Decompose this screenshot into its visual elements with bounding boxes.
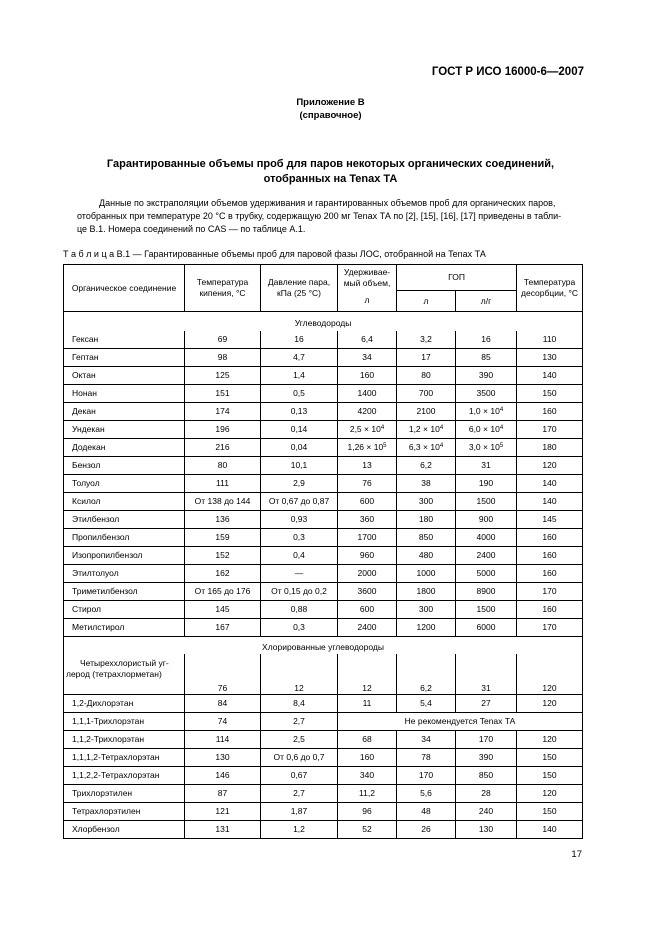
gop-l-mantissa: 1,2 × 10 [408,424,440,434]
compound-name: Изопропилбензол [64,547,185,565]
boiling-point: 167 [185,619,261,637]
gop-l: 180 [397,511,456,529]
boiling-point: 87 [185,785,261,803]
vapour-pressure: 8,4 [261,695,338,713]
gop-lg: 6000 [456,619,517,637]
boiling-point: 111 [185,475,261,493]
group-header-hydrocarbons: Углеводороды [64,312,583,332]
desorption-temp: 120 [517,785,583,803]
table-row [64,619,583,637]
vapour-pressure: 4,7 [261,349,338,367]
desorption-temp: 140 [517,493,583,511]
retention-volume: 600 [338,493,397,511]
gop-l: 850 [397,529,456,547]
desorption-temp: 130 [517,349,583,367]
gop-l: 78 [397,749,456,767]
gop-l: 48 [397,803,456,821]
table-row [64,565,583,583]
vapour-pressure: 0,13 [261,403,338,421]
gop-l: 1800 [397,583,456,601]
title-line-2: отобранных на Tenax ТА [263,173,398,185]
gop-lg: 28 [456,785,517,803]
gop-l: 5,4 [397,695,456,713]
gop-lg: 240 [456,803,517,821]
compound-name: Бензол [64,457,185,475]
paragraph-line-1: Данные по экстраполяции объемов удерживания и гарантированных объемов проб для органических паров, [99,198,556,208]
retention-volume: 6,4 [338,331,397,349]
compound-name: Метилстирол [64,619,185,637]
compound-name: 1,1,2-Трихлорэтан [64,731,185,749]
col-header-boiling-point: Температура кипения, °С [185,265,261,312]
col-header-gop-l: л [397,291,456,312]
retention-volume-mantissa: 1,26 × 10 [347,442,384,452]
retention-volume: 2400 [338,619,397,637]
compound-name: 1,1,1,2-Тетрахлорэтан [64,749,185,767]
retention-volume-label: Удерживае-мый объем, [343,266,391,288]
gop-l-exponent: 4 [439,443,444,449]
gop-lg: 390 [456,749,517,767]
gop-l: 80 [397,367,456,385]
compound-name: Трихлорэтилен [64,785,185,803]
compound-name: Толуол [64,475,185,493]
gop-lg-exponent: 5 [499,443,504,449]
gop-l [397,421,456,439]
gop-lg [456,421,517,439]
gop-lg: 85 [456,349,517,367]
table-row [64,713,583,731]
table-row [64,529,583,547]
gop-l: 170 [397,767,456,785]
col-header-desorption: Температура десорбции, °С [517,265,583,312]
retention-volume: 1400 [338,385,397,403]
gop-l: 5,6 [397,785,456,803]
retention-volume: 34 [338,349,397,367]
table-caption: Т а б л и ц а В.1 — Гарантированные объемы проб для паровой фазы ЛОС, отобранной на Tenax ТА [63,249,486,259]
table-row [64,785,583,803]
vapour-pressure: От 0,6 до 0,7 [261,749,338,767]
vapour-pressure: 2,9 [261,475,338,493]
boiling-point: 84 [185,695,261,713]
col-header-gop: ГОП [397,265,517,291]
boiling-point: 80 [185,457,261,475]
vapour-pressure: 0,3 [261,619,338,637]
compound-name: Гептан [64,349,185,367]
paragraph-line-3: це В.1. Номера соединений по CAS — по таблице А.1. [77,224,306,234]
boiling-point: 125 [185,367,261,385]
compound-name: 1,2-Дихлорэтан [64,695,185,713]
gop-l: 300 [397,601,456,619]
table-row [64,803,583,821]
table-row [64,457,583,475]
title-line-1: Гарантированные объемы проб для паров некоторых органических соединений, [106,158,555,170]
table-row [64,547,583,565]
page-number: 17 [571,849,582,860]
desorption-temp: 160 [517,403,583,421]
table-row [64,601,583,619]
retention-volume: 96 [338,803,397,821]
compound-name: Додекан [64,439,185,457]
gop-lg: 31 [456,654,517,695]
gop-lg: 3500 [456,385,517,403]
col-header-gop-lg: л/г [456,291,517,312]
gop-l: 300 [397,493,456,511]
desorption-temp: 160 [517,547,583,565]
gop-lg: 130 [456,821,517,839]
desorption-temp: 145 [517,511,583,529]
gop-lg-mantissa: 1,0 × 10 [468,406,500,416]
table-row [64,385,583,403]
gop-lg: 8900 [456,583,517,601]
retention-volume: 2000 [338,565,397,583]
vapour-pressure: 2,7 [261,785,338,803]
retention-volume: 1700 [338,529,397,547]
boiling-point: 196 [185,421,261,439]
retention-volume: 360 [338,511,397,529]
table-row [64,439,583,457]
compound-name: 1,1,1-Трихлорэтан [64,713,185,731]
compound-name: Хлорбензол [64,821,185,839]
retention-volume: 340 [338,767,397,785]
vapour-pressure: 0,67 [261,767,338,785]
table-row [64,731,583,749]
gop-lg: 1500 [456,493,517,511]
retention-volume: 4200 [338,403,397,421]
vapour-pressure: От 0,67 до 0,87 [261,493,338,511]
gop-lg [456,403,517,421]
vapour-pressure: 1,87 [261,803,338,821]
vapour-pressure: 10,1 [261,457,338,475]
annex-heading [0,96,661,122]
gop-lg: 850 [456,767,517,785]
boiling-point: 159 [185,529,261,547]
compound-name: Этилбензол [64,511,185,529]
retention-volume: 12 [338,654,397,695]
compound-name: Этилтолуол [64,565,185,583]
section-title [60,157,601,187]
boiling-point: 162 [185,565,261,583]
compound-name: Ксилол [64,493,185,511]
retention-volume: 68 [338,731,397,749]
boiling-point: 76 [185,654,261,695]
gop-l: 1000 [397,565,456,583]
col-header-retention-volume [338,265,397,291]
retention-volume: 3600 [338,583,397,601]
gop-lg: 27 [456,695,517,713]
col-header-vapour-pressure: Давление пара, кПа (25 °С) [261,265,338,312]
boiling-point: 145 [185,601,261,619]
table-row [64,821,583,839]
desorption-temp: 150 [517,767,583,785]
gop-lg: 2400 [456,547,517,565]
desorption-temp: 170 [517,619,583,637]
gop-lg [456,439,517,457]
gop-l: 38 [397,475,456,493]
table-row [64,767,583,785]
annex-title: Приложение В [296,97,365,108]
retention-volume: 160 [338,367,397,385]
boiling-point: 69 [185,331,261,349]
vapour-pressure: 12 [261,654,338,695]
desorption-temp: 120 [517,731,583,749]
gop-l: 17 [397,349,456,367]
compound-name-line-1: Четыреххлористый уг- [80,658,169,668]
table-row [64,583,583,601]
vapour-pressure: 1,4 [261,367,338,385]
vapour-pressure: 0,3 [261,529,338,547]
gop-lg-mantissa: 6,0 × 10 [468,424,500,434]
boiling-point: От 138 до 144 [185,493,261,511]
retention-volume [338,421,397,439]
boiling-point: 74 [185,713,261,731]
gop-l: 6,2 [397,457,456,475]
annex-type: (справочное) [299,110,362,121]
boiling-point: 136 [185,511,261,529]
vapour-pressure: 0,04 [261,439,338,457]
boiling-point: 98 [185,349,261,367]
compound-name: 1,1,2,2-Тетрахлорэтан [64,767,185,785]
table-row [64,475,583,493]
table-row [64,749,583,767]
gop-l-exponent: 4 [439,425,444,431]
desorption-temp: 170 [517,583,583,601]
desorption-temp: 180 [517,439,583,457]
gop-lg-exponent: 4 [499,425,504,431]
table-row [64,331,583,349]
retention-volume: 13 [338,457,397,475]
gop-lg-exponent: 4 [499,407,504,413]
boiling-point: 216 [185,439,261,457]
gop-l [397,439,456,457]
boiling-point: 152 [185,547,261,565]
desorption-temp: 170 [517,421,583,439]
gop-lg: 900 [456,511,517,529]
boiling-point: 131 [185,821,261,839]
compound-name: Триметилбензол [64,583,185,601]
gop-l: 34 [397,731,456,749]
vapour-pressure: 2,7 [261,713,338,731]
desorption-temp: 140 [517,367,583,385]
vapour-pressure: 16 [261,331,338,349]
gop-lg: 170 [456,731,517,749]
vapour-pressure: 1,2 [261,821,338,839]
vapour-pressure: 0,88 [261,601,338,619]
gop-l: 3,2 [397,331,456,349]
gop-l: 700 [397,385,456,403]
retention-volume: 160 [338,749,397,767]
gop-l-mantissa: 6,3 × 10 [408,442,440,452]
desorption-temp: 120 [517,457,583,475]
boiling-point: 174 [185,403,261,421]
gop-lg: 5000 [456,565,517,583]
desorption-temp: 150 [517,803,583,821]
table-row [64,695,583,713]
vapour-pressure: 2,5 [261,731,338,749]
desorption-temp: 150 [517,385,583,403]
retention-volume: 76 [338,475,397,493]
table-row [64,493,583,511]
retention-volume: 11 [338,695,397,713]
compound-name: Пропилбензол [64,529,185,547]
compound-name: Нонан [64,385,185,403]
retention-volume-exponent: 4 [380,425,385,431]
retention-volume-unit: л [338,291,397,312]
group-header-chlorinated: Хлорированные углеводороды [64,637,583,655]
compound-name: Декан [64,403,185,421]
compound-name: Ундекан [64,421,185,439]
table-row [64,511,583,529]
retention-volume: 11,2 [338,785,397,803]
retention-volume-exponent: 5 [383,443,387,449]
compound-name-line-2: лерод (тетрахлорметан) [66,669,162,679]
desorption-temp: 140 [517,475,583,493]
gop-l: 480 [397,547,456,565]
gop-lg: 16 [456,331,517,349]
compound-name [64,654,185,695]
boiling-point: 114 [185,731,261,749]
desorption-temp: 120 [517,654,583,695]
gop-l: 6,2 [397,654,456,695]
gop-lg-mantissa: 3,0 × 10 [468,442,500,452]
vapour-pressure: 0,14 [261,421,338,439]
boiling-point: 151 [185,385,261,403]
retention-volume: 600 [338,601,397,619]
vapour-pressure: 0,5 [261,385,338,403]
table-row [64,367,583,385]
intro-paragraph [77,197,582,236]
standard-number: ГОСТ Р ИСО 16000-6—2007 [431,66,584,78]
gop-lg: 31 [456,457,517,475]
vapour-pressure: 0,4 [261,547,338,565]
table-row [64,403,583,421]
desorption-temp: 160 [517,601,583,619]
gop-lg: 390 [456,367,517,385]
paragraph-line-2: отобранных при температуре 20 °С в трубку, содержащую 200 мг Tenax ТА по [2], [15], [16], [17] приведены в табли- [77,211,562,221]
boiling-point: От 165 до 176 [185,583,261,601]
compound-name: Октан [64,367,185,385]
retention-volume [338,439,397,457]
compound-name: Стирол [64,601,185,619]
table-row [64,349,583,367]
desorption-temp: 110 [517,331,583,349]
retention-volume: 960 [338,547,397,565]
not-recommended-note: Не рекомендуется Tenax ТА [338,713,583,731]
desorption-temp: 140 [517,821,583,839]
retention-volume-mantissa: 2,5 × 10 [349,424,381,434]
gop-lg: 190 [456,475,517,493]
col-header-compound: Органическое соединение [64,265,185,312]
compound-name: Гексан [64,331,185,349]
desorption-temp: 160 [517,565,583,583]
gop-lg: 4000 [456,529,517,547]
gop-l: 2100 [397,403,456,421]
desorption-temp: 120 [517,695,583,713]
compound-name: Тетрахлорэтилен [64,803,185,821]
gop-l: 26 [397,821,456,839]
boiling-point: 130 [185,749,261,767]
vapour-pressure: — [261,565,338,583]
gop-l: 1200 [397,619,456,637]
gop-lg: 1500 [456,601,517,619]
vapour-pressure: От 0,15 до 0,2 [261,583,338,601]
boiling-point: 146 [185,767,261,785]
data-table [63,264,583,839]
table-row [64,421,583,439]
boiling-point: 121 [185,803,261,821]
desorption-temp: 150 [517,749,583,767]
desorption-temp: 160 [517,529,583,547]
retention-volume: 52 [338,821,397,839]
vapour-pressure: 0,93 [261,511,338,529]
